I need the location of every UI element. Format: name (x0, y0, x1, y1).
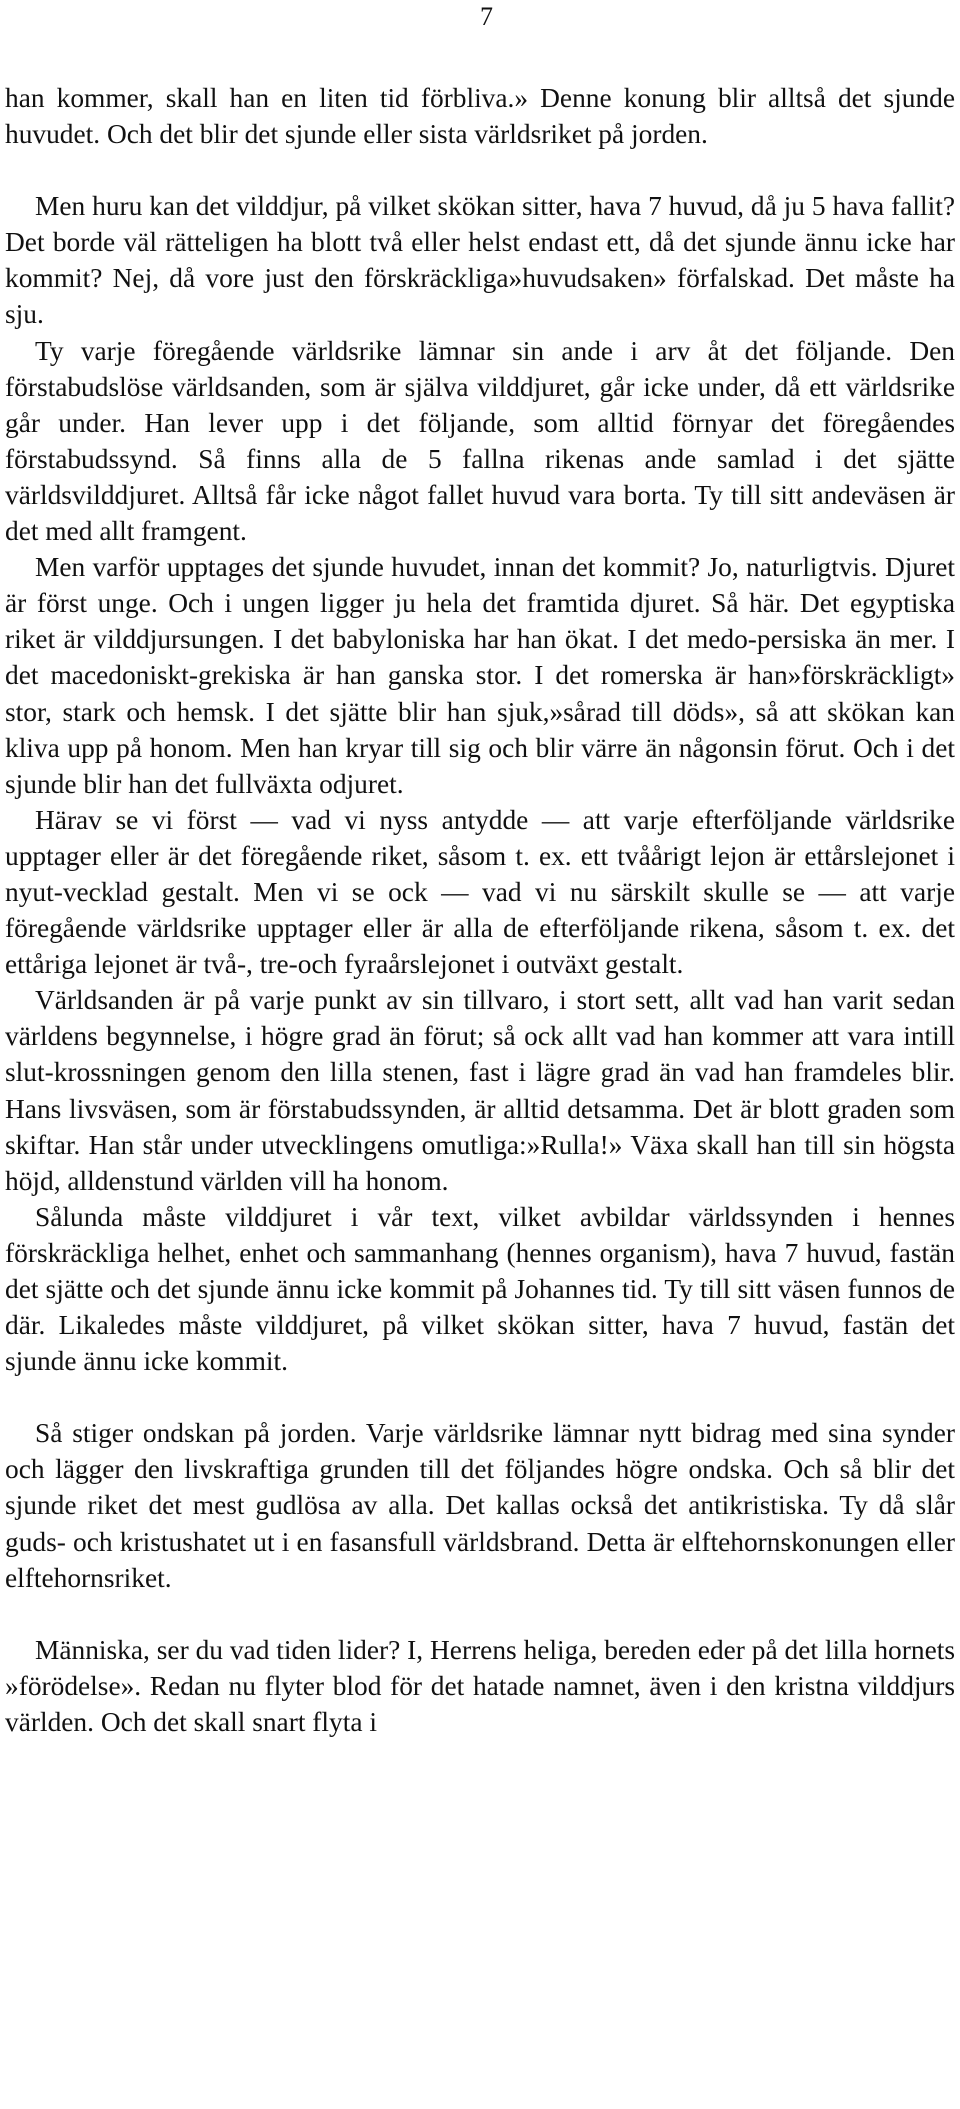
paragraph: Men huru kan det vilddjur, på vilket skökan sitter, hava 7 huvud, då ju 5 hava fallit? Det borde väl rätteligen ha blott två eller helst endast ett, då det sjunde ännu icke har kommit? Nej, då vore just den förskräckliga»huvudsaken» förfalskad. Det måste ha sju. (5, 191, 955, 330)
page-number: 7 (480, 2, 493, 31)
paragraph: Sålunda måste vilddjuret i vår text, vilket avbildar världssynden i hennes förskräckliga helhet, enhet och sammanhang (hennes organism), hava 7 huvud, fastän det sjätte och det sjunde ännu icke kommit på Johannes tid. Ty till sitt väsen funnos de där. Likaledes måste vilddjuret, på vilket skökan sitter, hava 7 huvud, fastän det sjunde ännu icke kommit. (5, 1201, 955, 1377)
paragraph: Men varför upptages det sjunde huvudet, innan det kommit? Jo, naturligtvis. Djuret är först unge. Och i ungen ligger ju hela det framtida djuret. Så här. Det egyptiska riket är vilddjursungen. I det babyloniska har han ökat. I det medo-persiska än mer. I det macedoniskt-grekiska är han ganska stor. I det romerska är han»förskräckligt» stor, stark och hemsk. I det sjätte blir han sjuk,»sårad till döds», så att skökan kan kliva upp på honom. Men han kryar till sig och blir värre än någonsin förut. Och i det sjunde blir han det fullväxta odjuret. (5, 552, 955, 799)
paragraph: Så stiger ondskan på jorden. Varje världsrike lämnar nytt bidrag med sina synder och lägger den livskraftiga grunden till det följandes högre ondska. Och så blir det sjunde riket det mest gudlösa av alla. Det kallas också det antikristiska. Ty då slår guds- och kristushatet ut i en fasansfull världsbrand. Detta är elftehornskonungen eller elftehornsriket. (5, 1418, 955, 1593)
paragraph: han kommer, skall han en liten tid förbliva.» Denne konung blir alltså det sjunde huvudet. Och det blir det sjunde eller sista världsriket på jorden. (5, 83, 955, 150)
text-body (5, 80, 955, 1740)
paragraph: Ty varje föregående världsrike lämnar sin ande i arv åt det följande. Den förstabudslöse världsanden, som är själva vilddjuret, går icke under, då ett världsrike går under. Han lever upp i det följande, som alltid förnyar det föregåendes förstabudssynd. Så finns alla de 5 fallna rikenas ande samlad i det sjätte världsvilddjuret. Alltså får icke något fallet huvud vara borta. Ty till sitt andeväsen är det med allt framgent. (5, 335, 955, 547)
paragraph: Människa, ser du vad tiden lider? I, Herrens heliga, bereden eder på det lilla hornets »förödelse». Redan nu flyter blod för det hatade namnet, även i den kristna vilddjurs världen. Och det skall snart flyta i (5, 1634, 955, 1737)
paragraph: Härav se vi först — vad vi nyss antydde — att varje efterföljande världsrike upptager eller är det föregående riket, såsom t. ex. ett tvåårigt lejon är ettårslejonet i nyut-vecklad gestalt. Men vi se ock — vad vi nu särskilt skulle se — att varje föregående världsrike upptager eller är alla de efterföljande rikena, såsom t. ex. det ettåriga lejonet är två-, tre-och fyraårslejonet i outväxt gestalt. (5, 804, 955, 980)
paragraph: Världsanden är på varje punkt av sin tillvaro, i stort sett, allt vad han varit sedan världens begynnelse, i högre grad än förut; så ock allt vad han kommer att vara intill slut-krossningen genom den lilla stenen, fast i lägre grad än vad han framdeles blir. Hans livsväsen, som är förstabudssynden, är alltid detsamma. Det är blott graden som skiftar. Han står under utvecklingens omutliga:»Rulla!» Växa skall han till sin högsta höjd, alldenstund världen vill ha honom. (5, 985, 955, 1196)
